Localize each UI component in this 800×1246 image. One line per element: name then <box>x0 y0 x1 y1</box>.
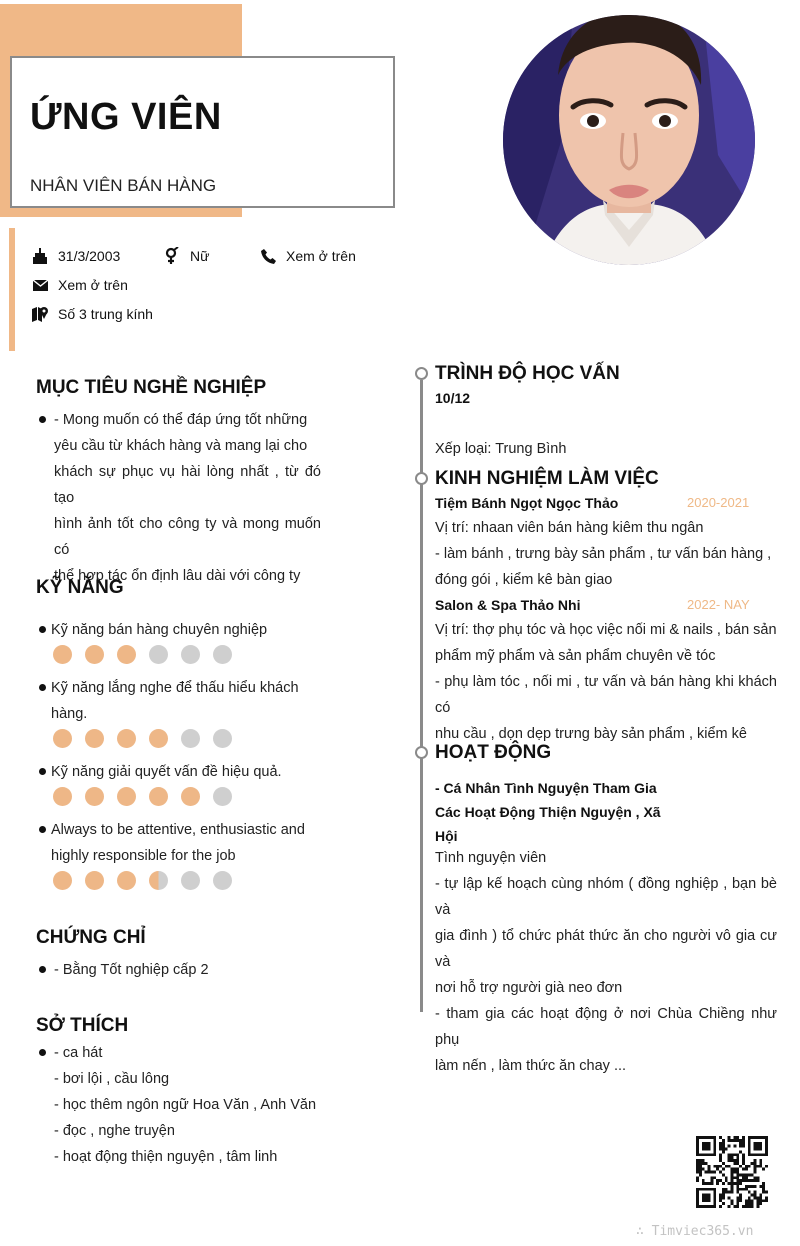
certificate-item: - Bằng Tốt nghiệp cấp 2 <box>54 962 209 978</box>
avatar <box>503 15 755 265</box>
skill-rating <box>53 871 232 890</box>
skill-dot <box>53 729 72 748</box>
objective-text <box>54 407 321 589</box>
watermark: ∴ Timviec365.vn <box>636 1224 754 1239</box>
skill-rating <box>53 787 232 806</box>
skill-dot <box>85 871 104 890</box>
activity-description <box>435 845 777 1079</box>
map-pin-icon <box>32 306 48 322</box>
education-level: 10/12 <box>435 390 471 406</box>
activity-line: - tự lập kế hoạch cùng nhóm ( đồng nghiệp , bạn bè và <box>435 876 777 918</box>
company-name: Salon & Spa Thảo Nhi <box>435 597 581 613</box>
skill-label: Kỹ năng giải quyết vấn đề hiệu quả. <box>51 764 282 780</box>
education-title: TRÌNH ĐỘ HỌC VẤN <box>435 363 620 384</box>
skill-dot <box>149 645 168 664</box>
activity-heading-line: Các Hoạt Động Thiện Nguyện , Xã <box>435 804 661 820</box>
skill-label: Always to be attentive, enthusiastic and <box>51 822 305 838</box>
skill-dot <box>85 645 104 664</box>
objective-line: hình ảnh tốt cho công ty và mong muốn có <box>54 516 321 558</box>
skill-dot <box>213 645 232 664</box>
cake-icon <box>32 248 48 264</box>
skill-rating <box>53 729 232 748</box>
skill-item-1 <box>51 617 321 643</box>
skill-item-2 <box>51 675 321 727</box>
job-title: NHÂN VIÊN BÁN HÀNG <box>30 176 217 195</box>
phone-value[interactable]: Xem ở trên <box>286 248 356 264</box>
objective-line: yêu cầu từ khách hàng và mang lại cho <box>54 438 308 454</box>
email-value[interactable]: Xem ở trên <box>58 277 128 293</box>
activity-line: gia đình ) tổ chức phát thức ăn cho người vô gia cư và <box>435 928 777 970</box>
education-rank: Xếp loại: Trung Bình <box>435 441 567 457</box>
certificates-title: CHỨNG CHỈ <box>36 927 146 948</box>
skill-dot <box>213 871 232 890</box>
skill-dot <box>53 645 72 664</box>
job-line: Vị trí: nhaan viên bán hàng kiêm thu ngân <box>435 520 704 536</box>
timeline-node <box>415 367 428 380</box>
activity-line: nơi hỗ trợ người già neo đơn <box>435 980 623 996</box>
objective-line: thể hợp tác ổn định lâu dài với công ty <box>54 568 301 584</box>
activity-heading-line: Hội <box>435 828 458 844</box>
job-line: đóng gói , kiểm kê bàn giao <box>435 572 613 588</box>
activity-line: làm nến , làm thức ăn chay ... <box>435 1058 627 1074</box>
email-row <box>32 277 128 293</box>
skill-dot <box>181 729 200 748</box>
objective-title: MỤC TIÊU NGHỀ NGHIỆP <box>36 377 267 398</box>
address-row <box>32 306 153 322</box>
job-line: - làm bánh , trưng bày sản phẩm , tư vấn bán hàng , <box>435 546 772 562</box>
hobby-bullet <box>39 1049 46 1056</box>
skill-dot <box>213 729 232 748</box>
skill-dot <box>53 787 72 806</box>
skill-label: hàng. <box>51 706 88 722</box>
gender-row <box>164 248 209 264</box>
phone-row <box>260 248 356 264</box>
gender-icon <box>164 248 180 264</box>
avatar-portrait <box>503 15 755 265</box>
gender-value: Nữ <box>190 248 210 264</box>
skill-dot <box>149 729 168 748</box>
objective-line: - Mong muốn có thể đáp ứng tốt những <box>54 412 308 428</box>
skill-dot <box>213 787 232 806</box>
hobby-item: - bơi lội , cầu lông <box>54 1071 170 1087</box>
skill-bullet <box>39 626 46 633</box>
qr-code-icon[interactable] <box>696 1136 768 1208</box>
skill-label: Kỹ năng lắng nghe để thấu hiểu khách <box>51 680 299 696</box>
skill-item-3 <box>51 759 321 785</box>
activity-heading-line: - Cá Nhân Tình Nguyện Tham Gia <box>435 780 657 796</box>
timeline-node <box>415 746 428 759</box>
job-description <box>435 515 777 593</box>
skill-dot <box>149 871 168 890</box>
skill-bullet <box>39 768 46 775</box>
hobby-item: - ca hát <box>54 1045 103 1061</box>
skill-dot <box>117 729 136 748</box>
hobbies-title: SỞ THÍCH <box>36 1015 129 1036</box>
address-value: Số 3 trung kính <box>58 306 153 322</box>
skill-dot <box>181 645 200 664</box>
objective-line: khách sự phục vụ hài lòng nhất , từ đó tạo <box>54 464 321 506</box>
birthday-value: 31/3/2003 <box>58 248 121 264</box>
company-name: Tiệm Bánh Ngọt Ngọc Thảo <box>435 495 619 511</box>
activity-line: - tham gia các hoạt động ở nơi Chùa Chiềng như phụ <box>435 1006 777 1048</box>
activity-heading <box>435 776 665 848</box>
phone-icon <box>260 248 276 264</box>
hobby-item: - hoạt động thiện nguyện , tâm linh <box>54 1149 278 1165</box>
experience-title: KINH NGHIỆM LÀM VIỆC <box>435 468 659 489</box>
skill-dot <box>53 871 72 890</box>
job-description <box>435 617 777 747</box>
objective-bullet <box>39 416 46 423</box>
skill-dot <box>181 871 200 890</box>
job-line: - phụ làm tóc , nối mi , tư vấn và bán hàng khi khách có <box>435 674 777 716</box>
hobby-item: - học thêm ngôn ngữ Hoa Văn , Anh Văn <box>54 1097 317 1113</box>
hobby-item: - đọc , nghe truyện <box>54 1123 175 1139</box>
skill-label: highly responsible for the job <box>51 848 236 864</box>
skill-dot <box>85 729 104 748</box>
job-line: Vị trí: thợ phụ tóc và học việc nối mi & nails , bán sản <box>435 622 777 638</box>
info-accent-bar <box>9 228 15 351</box>
birthday-row <box>32 248 120 264</box>
job-period: 2020-2021 <box>687 495 750 510</box>
job-line: phẩm mỹ phẩm và sản phẩm chuyên về tóc <box>435 648 716 664</box>
skill-bullet <box>39 684 46 691</box>
certificate-bullet <box>39 966 46 973</box>
skill-dot <box>117 645 136 664</box>
skill-item-4 <box>51 817 321 869</box>
candidate-name: ỨNG VIÊN <box>30 96 222 138</box>
activity-role: Tình nguyện viên <box>435 850 547 866</box>
timeline-node <box>415 472 428 485</box>
job-period: 2022- NAY <box>687 597 750 612</box>
skill-rating <box>53 645 232 664</box>
skill-label: Kỹ năng bán hàng chuyên nghiệp <box>51 622 268 638</box>
skill-dot <box>85 787 104 806</box>
skill-dot <box>117 787 136 806</box>
job-line: nhu cầu , dọn dẹp trưng bày sản phẩm , kiểm kê <box>435 726 747 742</box>
skill-dot <box>149 787 168 806</box>
mail-icon <box>32 277 48 293</box>
hobbies-list <box>54 1040 316 1170</box>
skill-bullet <box>39 826 46 833</box>
skill-dot <box>117 871 136 890</box>
activities-title: HOẠT ĐỘNG <box>435 742 552 763</box>
skills-title: KỸ NĂNG <box>36 577 124 598</box>
skill-dot <box>181 787 200 806</box>
